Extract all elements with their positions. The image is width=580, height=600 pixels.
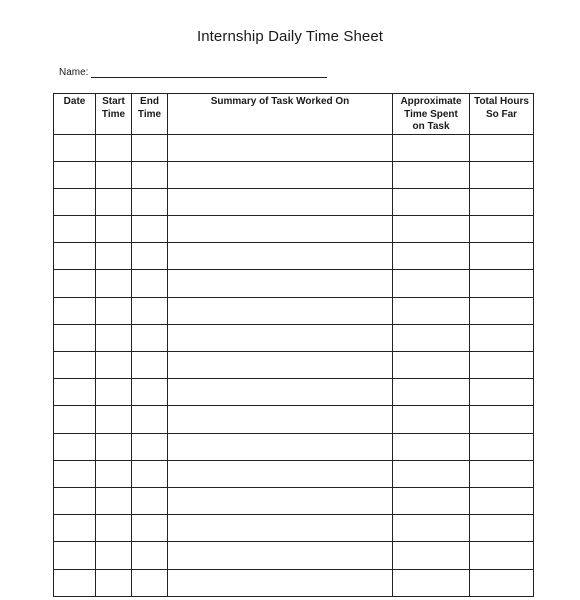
start-time-cell[interactable] bbox=[96, 433, 132, 460]
table-row bbox=[54, 297, 534, 324]
end-time-cell[interactable] bbox=[132, 134, 168, 161]
approx-time-cell[interactable] bbox=[393, 406, 470, 433]
date-cell[interactable] bbox=[54, 134, 96, 161]
table-row bbox=[54, 188, 534, 215]
table-row bbox=[54, 216, 534, 243]
header-start-time: Start Time bbox=[96, 94, 132, 135]
start-time-cell[interactable] bbox=[96, 515, 132, 542]
approx-time-cell[interactable] bbox=[393, 433, 470, 460]
start-time-cell[interactable] bbox=[96, 188, 132, 215]
date-cell[interactable] bbox=[54, 270, 96, 297]
end-time-cell[interactable] bbox=[132, 352, 168, 379]
date-cell[interactable] bbox=[54, 406, 96, 433]
date-cell[interactable] bbox=[54, 324, 96, 351]
end-time-cell[interactable] bbox=[132, 406, 168, 433]
end-time-cell[interactable] bbox=[132, 324, 168, 351]
header-approx-time: Approximate Time Spent on Task bbox=[393, 94, 470, 135]
header-summary: Summary of Task Worked On bbox=[168, 94, 393, 135]
end-time-cell[interactable] bbox=[132, 161, 168, 188]
header-end-time: End Time bbox=[132, 94, 168, 135]
table-row bbox=[54, 515, 534, 542]
summary-cell[interactable] bbox=[168, 297, 393, 324]
approx-time-cell[interactable] bbox=[393, 297, 470, 324]
start-time-cell[interactable] bbox=[96, 297, 132, 324]
end-time-cell[interactable] bbox=[132, 297, 168, 324]
approx-time-cell[interactable] bbox=[393, 324, 470, 351]
date-cell[interactable] bbox=[54, 487, 96, 514]
end-time-cell[interactable] bbox=[132, 270, 168, 297]
end-time-cell[interactable] bbox=[132, 243, 168, 270]
summary-cell[interactable] bbox=[168, 188, 393, 215]
table-row bbox=[54, 569, 534, 596]
table-row bbox=[54, 542, 534, 569]
start-time-cell[interactable] bbox=[96, 216, 132, 243]
table-row bbox=[54, 433, 534, 460]
summary-cell[interactable] bbox=[168, 569, 393, 596]
total-hours-cell[interactable] bbox=[470, 460, 534, 487]
total-hours-cell[interactable] bbox=[470, 134, 534, 161]
total-hours-cell[interactable] bbox=[470, 379, 534, 406]
table-row bbox=[54, 460, 534, 487]
table-row bbox=[54, 270, 534, 297]
time-sheet-table bbox=[53, 93, 534, 597]
summary-cell[interactable] bbox=[168, 216, 393, 243]
end-time-cell[interactable] bbox=[132, 487, 168, 514]
header-row bbox=[54, 94, 534, 135]
approx-time-cell[interactable] bbox=[393, 379, 470, 406]
page-title: Internship Daily Time Sheet bbox=[196, 28, 384, 45]
date-cell[interactable] bbox=[54, 243, 96, 270]
approx-time-cell[interactable] bbox=[393, 243, 470, 270]
total-hours-cell[interactable] bbox=[470, 161, 534, 188]
approx-time-cell[interactable] bbox=[393, 134, 470, 161]
summary-cell[interactable] bbox=[168, 243, 393, 270]
summary-cell[interactable] bbox=[168, 515, 393, 542]
table-row bbox=[54, 243, 534, 270]
summary-cell[interactable] bbox=[168, 324, 393, 351]
header-date: Date bbox=[54, 94, 96, 135]
summary-cell[interactable] bbox=[168, 270, 393, 297]
start-time-cell[interactable] bbox=[96, 406, 132, 433]
table-row bbox=[54, 406, 534, 433]
table-row bbox=[54, 379, 534, 406]
date-cell[interactable] bbox=[54, 297, 96, 324]
total-hours-cell[interactable] bbox=[470, 297, 534, 324]
summary-cell[interactable] bbox=[168, 542, 393, 569]
approx-time-cell[interactable] bbox=[393, 188, 470, 215]
table-row bbox=[54, 161, 534, 188]
start-time-cell[interactable] bbox=[96, 270, 132, 297]
summary-cell[interactable] bbox=[168, 487, 393, 514]
end-time-cell[interactable] bbox=[132, 433, 168, 460]
summary-cell[interactable] bbox=[168, 460, 393, 487]
date-cell[interactable] bbox=[54, 161, 96, 188]
end-time-cell[interactable] bbox=[132, 188, 168, 215]
name-label: Name: bbox=[59, 67, 89, 78]
header-total-hours: Total Hours So Far bbox=[470, 94, 534, 135]
approx-time-cell[interactable] bbox=[393, 569, 470, 596]
date-cell[interactable] bbox=[54, 188, 96, 215]
total-hours-cell[interactable] bbox=[470, 515, 534, 542]
end-time-cell[interactable] bbox=[132, 542, 168, 569]
end-time-cell[interactable] bbox=[132, 379, 168, 406]
summary-cell[interactable] bbox=[168, 134, 393, 161]
total-hours-cell[interactable] bbox=[470, 433, 534, 460]
date-cell[interactable] bbox=[54, 352, 96, 379]
date-cell[interactable] bbox=[54, 216, 96, 243]
date-cell[interactable] bbox=[54, 460, 96, 487]
date-cell[interactable] bbox=[54, 379, 96, 406]
start-time-cell[interactable] bbox=[96, 161, 132, 188]
start-time-cell[interactable] bbox=[96, 460, 132, 487]
summary-cell[interactable] bbox=[168, 352, 393, 379]
table-row bbox=[54, 487, 534, 514]
end-time-cell[interactable] bbox=[132, 569, 168, 596]
date-cell[interactable] bbox=[54, 542, 96, 569]
start-time-cell[interactable] bbox=[96, 379, 132, 406]
approx-time-cell[interactable] bbox=[393, 161, 470, 188]
summary-cell[interactable] bbox=[168, 433, 393, 460]
summary-cell[interactable] bbox=[168, 379, 393, 406]
start-time-cell[interactable] bbox=[96, 569, 132, 596]
name-field[interactable] bbox=[91, 77, 327, 78]
start-time-cell[interactable] bbox=[96, 243, 132, 270]
table-row bbox=[54, 324, 534, 351]
summary-cell[interactable] bbox=[168, 161, 393, 188]
start-time-cell[interactable] bbox=[96, 324, 132, 351]
table-row bbox=[54, 352, 534, 379]
total-hours-cell[interactable] bbox=[470, 270, 534, 297]
total-hours-cell[interactable] bbox=[470, 352, 534, 379]
end-time-cell[interactable] bbox=[132, 515, 168, 542]
total-hours-cell[interactable] bbox=[470, 542, 534, 569]
approx-time-cell[interactable] bbox=[393, 216, 470, 243]
end-time-cell[interactable] bbox=[132, 216, 168, 243]
approx-time-cell[interactable] bbox=[393, 352, 470, 379]
date-cell[interactable] bbox=[54, 569, 96, 596]
total-hours-cell[interactable] bbox=[470, 487, 534, 514]
total-hours-cell[interactable] bbox=[470, 406, 534, 433]
start-time-cell[interactable] bbox=[96, 542, 132, 569]
approx-time-cell[interactable] bbox=[393, 542, 470, 569]
table-body bbox=[54, 134, 534, 596]
start-time-cell[interactable] bbox=[96, 134, 132, 161]
summary-cell[interactable] bbox=[168, 406, 393, 433]
date-cell[interactable] bbox=[54, 515, 96, 542]
total-hours-cell[interactable] bbox=[470, 216, 534, 243]
approx-time-cell[interactable] bbox=[393, 460, 470, 487]
total-hours-cell[interactable] bbox=[470, 243, 534, 270]
start-time-cell[interactable] bbox=[96, 487, 132, 514]
approx-time-cell[interactable] bbox=[393, 487, 470, 514]
total-hours-cell[interactable] bbox=[470, 188, 534, 215]
approx-time-cell[interactable] bbox=[393, 270, 470, 297]
approx-time-cell[interactable] bbox=[393, 515, 470, 542]
total-hours-cell[interactable] bbox=[470, 324, 534, 351]
end-time-cell[interactable] bbox=[132, 460, 168, 487]
date-cell[interactable] bbox=[54, 433, 96, 460]
start-time-cell[interactable] bbox=[96, 352, 132, 379]
total-hours-cell[interactable] bbox=[470, 569, 534, 596]
table-row bbox=[54, 134, 534, 161]
